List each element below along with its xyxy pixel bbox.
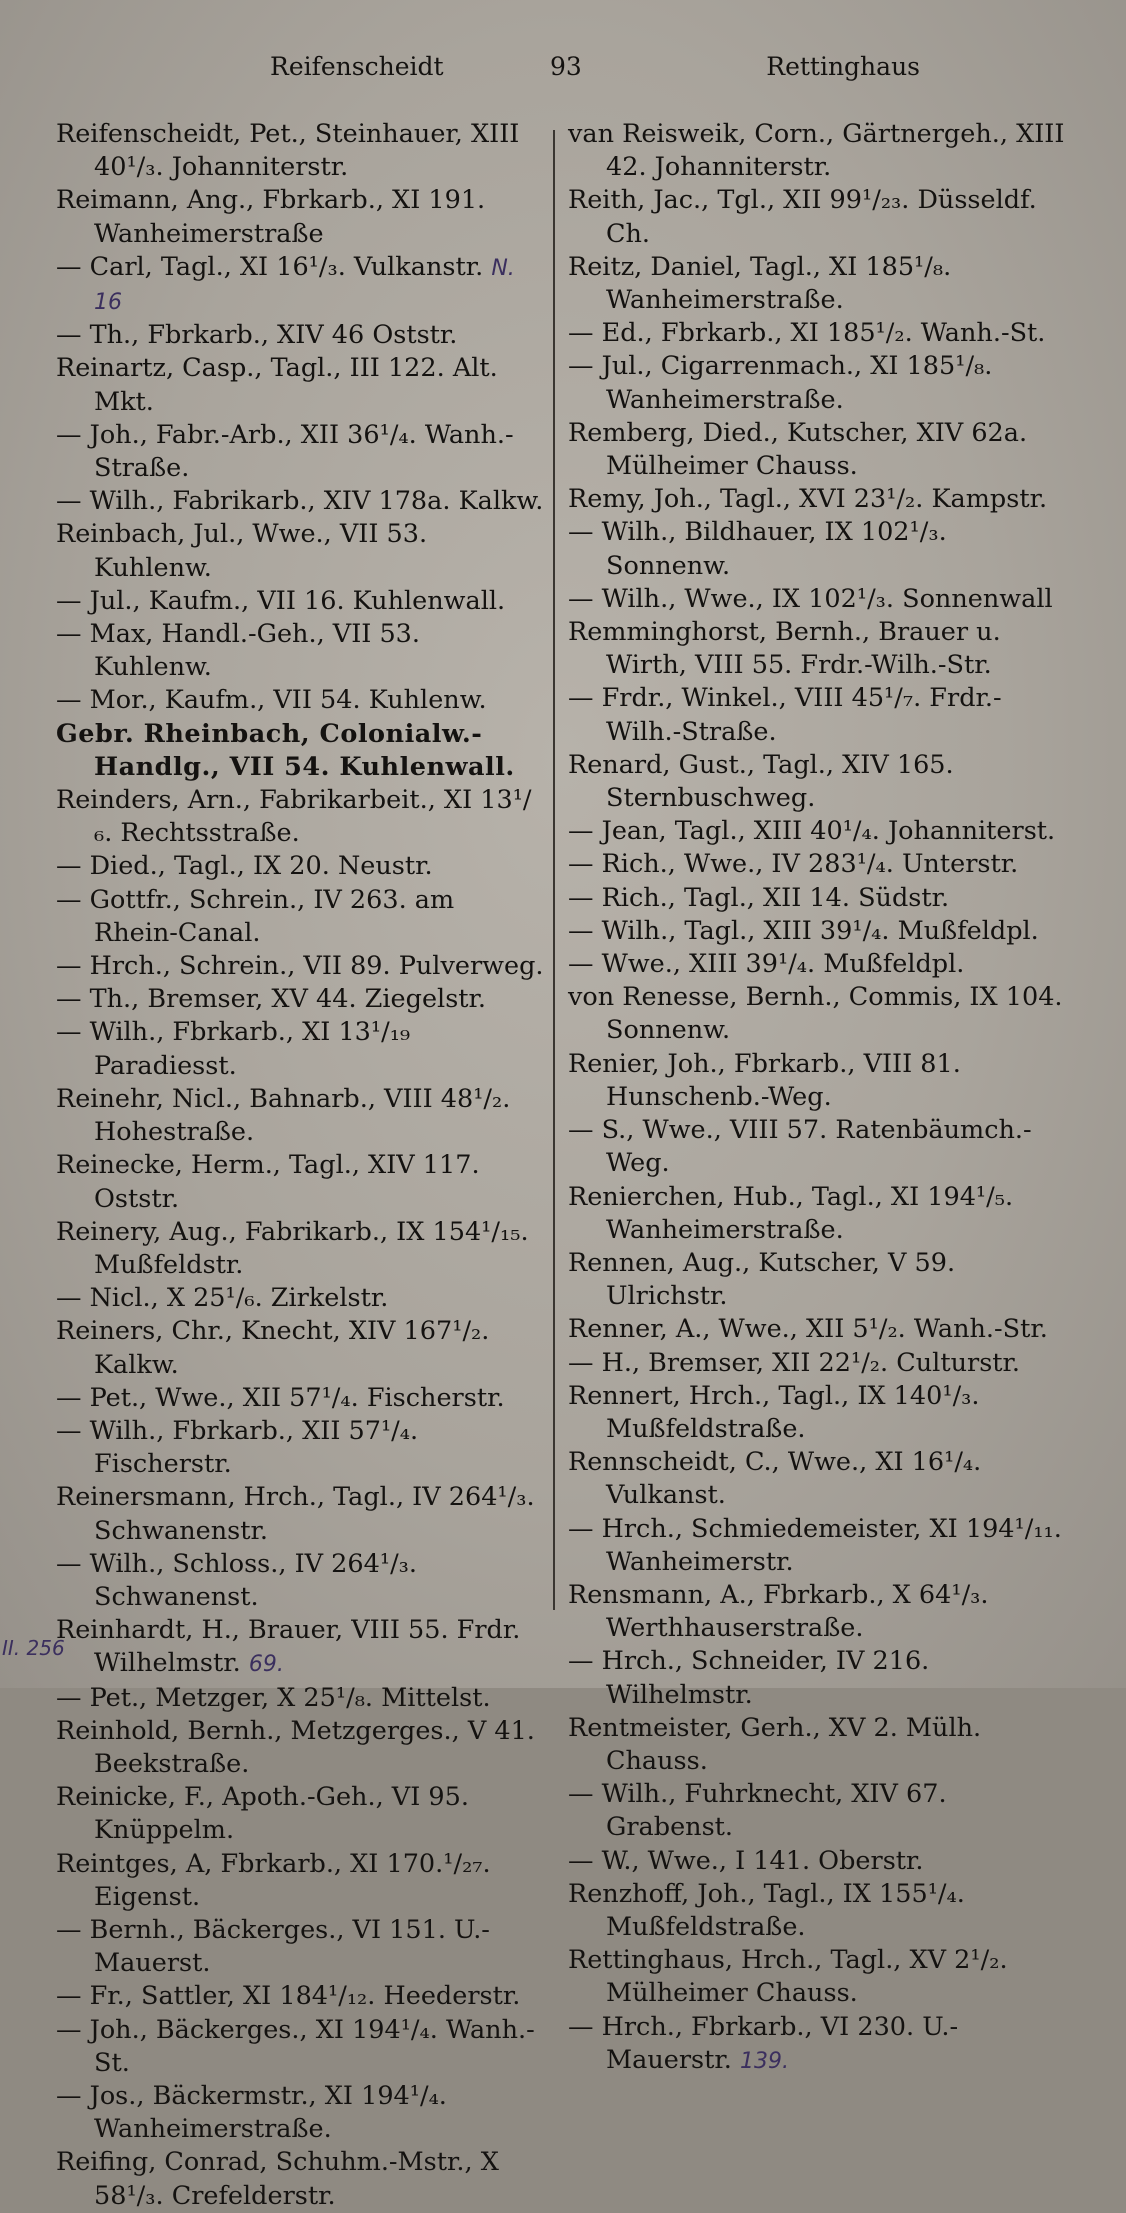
directory-entry: Remberg, Died., Kutscher, XIV 62a. Mülheimer Chauss.: [568, 417, 1028, 482]
directory-entry: Reitz, Daniel, Tagl., XI 185¹/₈. Wanheimerstraße.: [568, 251, 952, 316]
page-number: 93: [550, 52, 582, 81]
directory-entry: Reinery, Aug., Fabrikarb., IX 154¹/₁₅. Mußfeldstr.: [56, 1216, 529, 1280]
directory-entry: Reifenscheidt, Pet., Steinhauer, XIII 40¹/₃. Johanniterstr.: [56, 119, 520, 183]
directory-entry: — Joh., Bäckerges., XI 194¹/₄. Wanh.-St.: [56, 2014, 535, 2078]
directory-entry: Rennert, Hrch., Tagl., IX 140¹/₃. Mußfeldstraße.: [568, 1380, 980, 1444]
right-column: [568, 118, 1068, 2078]
directory-entry: — Wilh., Fabrikarb., XIV 178a. Kalkw.: [56, 486, 544, 517]
directory-entry: — Max, Handl.-Geh., VII 53. Kuhlenw.: [56, 619, 420, 683]
directory-entry: Reinders, Arn., Fabrikarbeit., XI 13¹/₆. Rechtsstraße.: [56, 785, 532, 849]
directory-entry: Reinehr, Nicl., Bahnarb., VIII 48¹/₂. Hohestraße.: [56, 1083, 511, 1148]
directory-entry: — Wilh., Fuhrknecht, XIV 67. Grabenst.: [568, 1779, 947, 1843]
entry-text: — Hrch., Fbrkarb., VI 230. U.-Mauerstr.: [568, 2011, 959, 2075]
directory-entry: — Pet., Metzger, X 25¹/₈. Mittelst.: [56, 1682, 491, 1713]
directory-entry: — Hrch., Schmiedemeister, XI 194¹/₁₁. Wanheimerstr.: [568, 1513, 1062, 1577]
directory-entry: — Jul., Cigarrenmach., XI 185¹/₈. Wanheimerstraße.: [568, 351, 993, 415]
directory-entry: Renner, A., Wwe., XII 5¹/₂. Wanh.-Str.: [568, 1314, 1048, 1345]
directory-entry: — Jul., Kaufm., VII 16. Kuhlenwall.: [56, 585, 506, 616]
directory-entry: — Frdr., Winkel., VIII 45¹/₇. Frdr.-Wilh.-Straße.: [568, 683, 1002, 747]
directory-entry: — Pet., Wwe., XII 57¹/₄. Fischerstr.: [56, 1382, 505, 1413]
directory-entry: — Wilh., Schloss., IV 264¹/₃. Schwanenst.: [56, 1548, 417, 1612]
directory-entry: — Hrch., Schrein., VII 89. Pulverweg.: [56, 951, 544, 982]
handwritten-note: 139.: [739, 2048, 789, 2074]
directory-entry: Reinicke, F., Apoth.-Geh., VI 95. Knüppelm.: [56, 1782, 469, 1846]
directory-entry: [568, 2011, 1068, 2078]
directory-entry: von Renesse, Bernh., Commis, IX 104. Sonnenw.: [568, 982, 1063, 1046]
directory-entry: — Nicl., X 25¹/₆. Zirkelstr.: [56, 1283, 389, 1314]
directory-entry: Remy, Joh., Tagl., XVI 23¹/₂. Kampstr.: [568, 484, 1048, 515]
margin-annotation: II. 256: [2, 1636, 65, 1660]
directory-entry: — Jean, Tagl., XIII 40¹/₄. Johanniterst.: [568, 816, 1056, 847]
directory-entry: Rennscheidt, C., Wwe., XI 16¹/₄. Vulkanst.: [568, 1447, 982, 1511]
directory-entry: Reinartz, Casp., Tagl., III 122. Alt. Mkt.: [56, 353, 498, 417]
directory-entry: — Wilh., Fbrkarb., XI 13¹/₁₉ Paradiesst.: [56, 1017, 411, 1081]
directory-entry: — Rich., Wwe., IV 283¹/₄. Unterstr.: [568, 849, 1019, 880]
directory-entry: — Th., Bremser, XV 44. Ziegelstr.: [56, 984, 487, 1015]
directory-entry: — Joh., Fabr.-Arb., XII 36¹/₄. Wanh.-Straße.: [56, 419, 514, 484]
directory-entry: Reintges, A, Fbrkarb., XI 170.¹/₂₇. Eigenst.: [56, 1848, 491, 1912]
directory-entry: — Wilh., Bildhauer, IX 102¹/₃. Sonnenw.: [568, 517, 947, 581]
directory-entry: [56, 1614, 544, 1681]
handwritten-note: N. 16: [94, 255, 515, 316]
column-divider: [553, 130, 555, 1610]
directory-entry: — S., Wwe., VIII 57. Ratenbäumch.-Weg.: [568, 1115, 1032, 1179]
directory-entry: — Gottfr., Schrein., IV 263. am Rhein-Canal.: [56, 884, 455, 948]
directory-entry: van Reisweik, Corn., Gärtnergeh., XIII 42. Johanniterstr.: [568, 119, 1065, 183]
directory-entry: Reinecke, Herm., Tagl., XIV 117. Oststr.: [56, 1150, 480, 1214]
header-left-keyword: Reifenscheidt: [270, 52, 444, 81]
entry-text: Reinhardt, H., Brauer, VIII 55. Frdr. Wilhelmstr.: [56, 1615, 521, 1679]
directory-entry: [56, 251, 544, 319]
directory-entry: — W., Wwe., I 141. Oberstr.: [568, 1845, 924, 1876]
directory-entry: — Bernh., Bäckerges., VI 151. U.-Mauerst.: [56, 1914, 490, 1979]
directory-entry: Rennen, Aug., Kutscher, V 59. Ulrichstr.: [568, 1247, 956, 1312]
directory-entry: — Wilh., Tagl., XIII 39¹/₄. Mußfeldpl.: [568, 915, 1039, 946]
directory-entry: — Th., Fbrkarb., XIV 46 Oststr.: [56, 320, 458, 351]
directory-entry: Reinersmann, Hrch., Tagl., IV 264¹/₃. Schwanenstr.: [56, 1482, 535, 1546]
entry-text: — Carl, Tagl., XI 16¹/₃. Vulkanstr.: [56, 251, 484, 282]
directory-entry: Reith, Jac., Tgl., XII 99¹/₂₃. Düsseldf. Ch.: [568, 185, 1037, 249]
header-right-keyword: Rettinghaus: [766, 52, 920, 81]
left-column: [56, 118, 544, 2213]
directory-entry: — Wwe., XIII 39¹/₄. Mußfeldpl.: [568, 949, 965, 980]
directory-entry: Reifing, Conrad, Schuhm.-Mstr., X 58¹/₃. Crefelderstr.: [56, 2147, 499, 2211]
directory-entry: — Died., Tagl., IX 20. Neustr.: [56, 851, 433, 882]
directory-entry: — Hrch., Schneider, IV 216. Wilhelmstr.: [568, 1646, 930, 1710]
directory-entry: Reimann, Ang., Fbrkarb., XI 191. Wanheimerstraße: [56, 185, 486, 249]
page-header: [60, 52, 1070, 92]
directory-entry: Renier, Joh., Fbrkarb., VIII 81. Hunschenb.-Weg.: [568, 1048, 961, 1112]
directory-entry: Rensmann, A., Fbrkarb., X 64¹/₃. Werthhauserstraße.: [568, 1579, 989, 1644]
directory-entry: — Jos., Bäckermstr., XI 194¹/₄. Wanheimerstraße.: [56, 2080, 447, 2145]
directory-entry: Reinbach, Jul., Wwe., VII 53. Kuhlenw.: [56, 519, 428, 583]
directory-entry: — Rich., Tagl., XII 14. Südstr.: [568, 882, 950, 913]
directory-entry: Renzhoff, Joh., Tagl., IX 155¹/₄. Mußfeldstraße.: [568, 1878, 965, 1942]
directory-entry: — Ed., Fbrkarb., XI 185¹/₂. Wanh.-St.: [568, 318, 1046, 349]
directory-entry: — Wilh., Fbrkarb., XII 57¹/₄. Fischerstr.: [56, 1415, 419, 1480]
directory-entry: Rentmeister, Gerh., XV 2. Mülh. Chauss.: [568, 1712, 982, 1776]
directory-entry: — Wilh., Wwe., IX 102¹/₃. Sonnenwall: [568, 583, 1053, 614]
directory-entry: Renard, Gust., Tagl., XIV 165. Sternbuschweg.: [568, 749, 954, 814]
directory-entry: Remminghorst, Bernh., Brauer u. Wirth, VIII 55. Frdr.-Wilh.-Str.: [568, 617, 1001, 681]
directory-entry: Renierchen, Hub., Tagl., XI 194¹/₅. Wanheimerstraße.: [568, 1181, 1014, 1245]
handwritten-note: 69.: [248, 1652, 284, 1678]
directory-entry-bold: Gebr. Rheinbach, Colonialw.-Handlg., VII 54. Kuhlenwall.: [56, 718, 515, 782]
directory-entry: Rettinghaus, Hrch., Tagl., XV 2¹/₂. Mülheimer Chauss.: [568, 1945, 1008, 2009]
directory-entry: Reinhold, Bernh., Metzgerges., V 41. Beekstraße.: [56, 1715, 535, 1779]
directory-entry: Reiners, Chr., Knecht, XIV 167¹/₂. Kalkw.: [56, 1316, 490, 1380]
directory-entry: — H., Bremser, XII 22¹/₂. Culturstr.: [568, 1347, 1021, 1378]
directory-entry: — Fr., Sattler, XI 184¹/₁₂. Heederstr.: [56, 1981, 521, 2012]
directory-entry: — Mor., Kaufm., VII 54. Kuhlenw.: [56, 685, 487, 716]
